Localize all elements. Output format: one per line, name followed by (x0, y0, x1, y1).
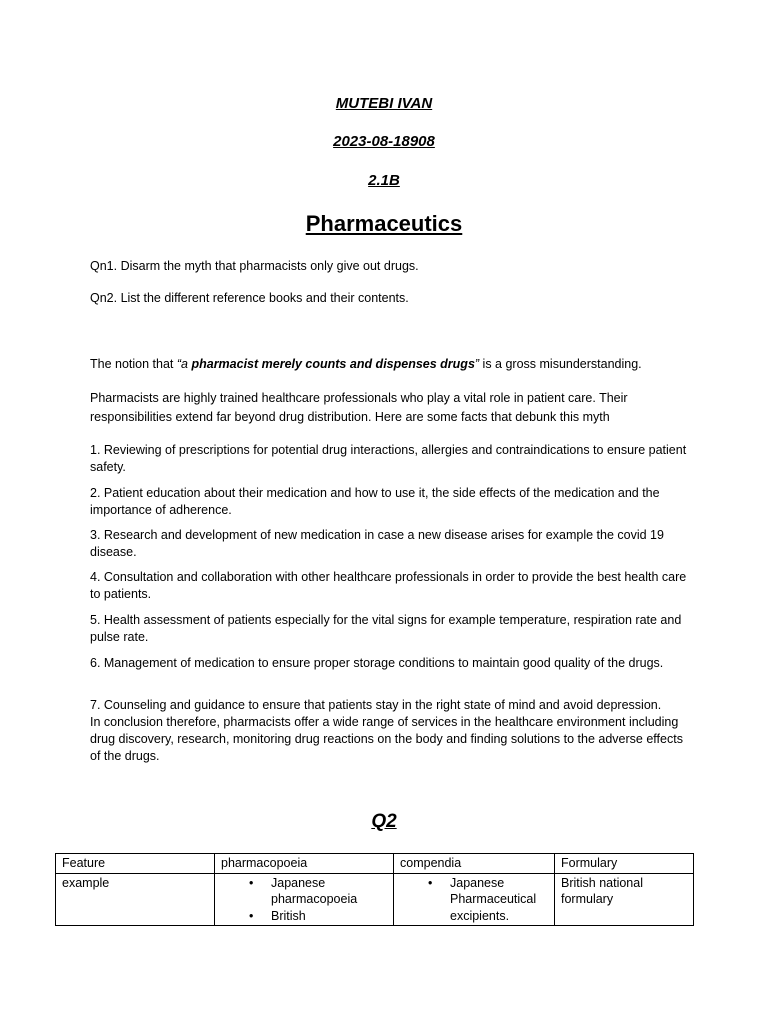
list-item (249, 908, 387, 925)
intro-bold-claim: pharmacist merely counts and dispenses drugs (191, 357, 475, 371)
document-title: Pharmaceutics (305, 211, 463, 236)
intro-before: The notion that (90, 357, 177, 371)
list-item-text: British (271, 908, 306, 923)
list-item-text: Japanese Pharmaceutical excipients. (450, 875, 537, 923)
point-7: 7. Counseling and guidance to ensure that patients stay in the right state of mind and avoid depression. (90, 698, 662, 712)
registration-number: 2023-08-18908 (333, 133, 435, 150)
answer-intro (90, 356, 690, 373)
list-item (428, 875, 548, 925)
compendia-list (400, 875, 548, 925)
reference-books-table (55, 853, 694, 926)
list-item (249, 875, 387, 908)
list-item-text: Japanese pharmacopoeia (271, 875, 358, 906)
cell-formulary: British national formulary (555, 873, 694, 926)
table-header-row (56, 854, 694, 874)
class-code: 2.1B (368, 172, 400, 189)
question-1: Qn1. Disarm the myth that pharmacists only give out drugs. (90, 259, 419, 273)
header-feature: Feature (56, 854, 215, 874)
header-compendia: compendia (394, 854, 555, 874)
table-row (56, 873, 694, 926)
author-name: MUTEBI IVAN (335, 95, 433, 112)
point-6: 6. Management of medication to ensure proper storage conditions to maintain good quality of the drugs. (90, 656, 664, 670)
answer-paragraph: Pharmacists are highly trained healthcare professionals who play a vital role in patient care. Their responsibilities extend far beyond drug distribution. Here are some facts that debunk this myth (90, 391, 628, 424)
intro-quote-close: ” (474, 357, 480, 371)
point-4: 4. Consultation and collaboration with other healthcare professionals in order to provide the best health care to patients. (90, 570, 687, 601)
intro-after: is a gross misunderstanding. (479, 357, 642, 371)
pharmacopoeia-list (221, 875, 387, 925)
point-1: 1. Reviewing of prescriptions for potential drug interactions, allergies and contraindications to ensure patient safety. (90, 443, 687, 474)
point-5: 5. Health assessment of patients especially for the vital signs for example temperature, respiration rate and pulse rate. (90, 613, 682, 644)
point-3: 3. Research and development of new medication in case a new disease arises for example the covid 19 disease. (90, 528, 664, 559)
conclusion: In conclusion therefore, pharmacists offer a wide range of services in the healthcare environment including drug discovery, research, monitoring drug reactions on the body and finding solutions to the adverse effects of the drugs. (90, 715, 683, 763)
cell-compendia (394, 873, 555, 926)
cell-feature: example (56, 873, 215, 926)
intro-quote-open: “a (176, 357, 192, 371)
q2-heading: Q2 (371, 811, 397, 832)
bullet-icon: • (249, 875, 254, 890)
bullet-icon: • (249, 908, 254, 923)
point-2: 2. Patient education about their medication and how to use it, the side effects of the medication and the importance of adherence. (90, 486, 660, 517)
bullet-icon: • (428, 875, 433, 890)
cell-pharmacopoeia (215, 873, 394, 926)
header-formulary: Formulary (555, 854, 694, 874)
question-2: Qn2. List the different reference books and their contents. (90, 291, 409, 305)
header-pharmacopoeia: pharmacopoeia (215, 854, 394, 874)
